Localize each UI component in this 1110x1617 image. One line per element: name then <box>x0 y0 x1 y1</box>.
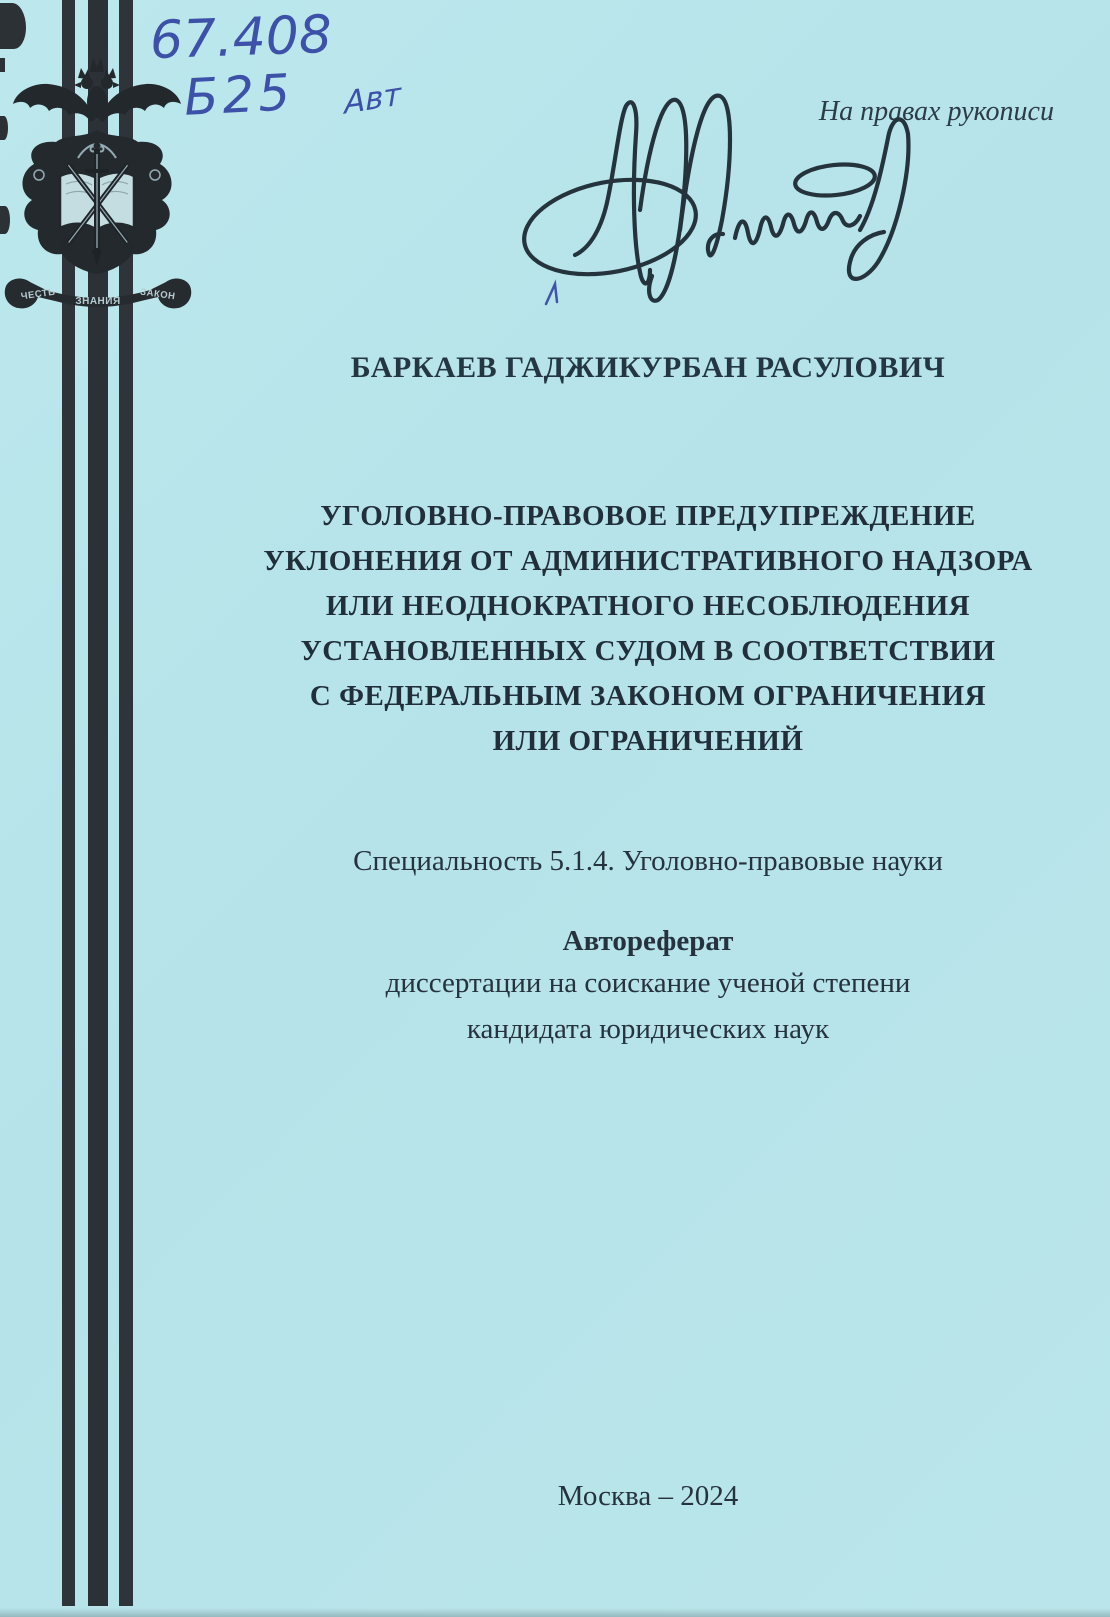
signature-stroke <box>849 119 909 279</box>
title-line: С ФЕДЕРАЛЬНЫМ ЗАКОНОМ ОГРАНИЧЕНИЯ <box>309 680 987 712</box>
signature-stroke <box>735 212 860 243</box>
specialty-line: Специальность 5.1.4. Уголовно-правовые науки <box>353 845 943 877</box>
law-academy-emblem <box>0 50 200 315</box>
motto-right: ЗАКОН <box>139 286 177 303</box>
dissertation-title <box>186 494 1110 764</box>
scan-bottom-edge <box>0 1608 1110 1617</box>
title-line: УГОЛОВНО-ПРАВОВОЕ ПРЕДУПРЕЖДЕНИЕ <box>320 500 976 532</box>
author-name: БАРКАЕВ ГАДЖИКУРБАН РАСУЛОВИЧ <box>350 351 946 384</box>
scan-artifact <box>0 206 10 234</box>
city-year-imprint: Москва – 2024 <box>557 1480 739 1512</box>
scan-artifact <box>0 116 8 140</box>
motto-center: ЗНАНИЯ <box>75 296 121 307</box>
abstract-subline-2: кандидата юридических наук <box>466 1013 830 1045</box>
library-code-line3: Авт <box>344 76 402 122</box>
shield-cartouche-icon <box>22 130 171 274</box>
motto-left: ЧЕСТЬ <box>20 286 57 303</box>
motto-ribbon <box>5 279 192 309</box>
abstract-label: Автореферат <box>562 925 734 957</box>
library-code-line1: 67.408 <box>149 4 333 72</box>
scan-artifact <box>0 58 5 72</box>
author-signature <box>440 80 990 315</box>
title-line: УКЛОНЕНИЯ ОТ АДМИНИСТРАТИВНОГО НАДЗОРА <box>263 545 1033 577</box>
signature-stroke <box>680 96 730 256</box>
title-line: ИЛИ ОГРАНИЧЕНИЙ <box>492 725 804 757</box>
title-line: ИЛИ НЕОДНОКРАТНОГО НЕСОБЛЮДЕНИЯ <box>325 590 971 622</box>
signature-stroke <box>794 161 877 199</box>
abstract-subline-1: диссертации на соискание ученой степени <box>385 967 911 999</box>
title-line: УСТАНОВЛЕННЫХ СУДОМ В СООТВЕТСТВИИ <box>300 635 996 667</box>
scan-artifact <box>0 3 26 49</box>
pen-mark <box>546 284 557 304</box>
manuscript-rights-note: На правах рукописи <box>818 96 1054 127</box>
library-code-line2: Б25 <box>182 63 296 127</box>
signature-stroke <box>575 102 650 283</box>
signature-stroke <box>640 100 686 301</box>
